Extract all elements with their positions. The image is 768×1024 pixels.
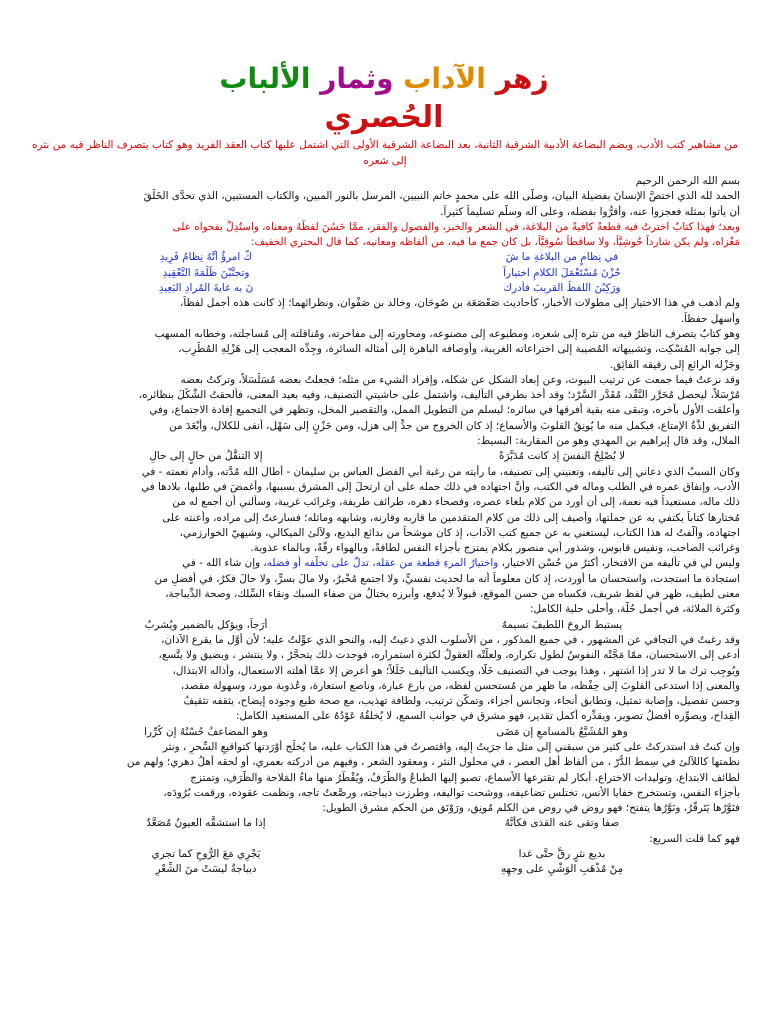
verse-row [28,847,740,862]
text-line: بسم الله الرحمن الرحيم [635,175,740,187]
verse-row [28,449,740,464]
text-line: معنى لطيف، ظهر في لفظ شريف، فكساه من حسن الموقع، قبولاً لا يُدفع، وأبرزه يختالُ من صفاء السبك ونقاء السِّلك، وصحة الدِّيباجة، [165,588,740,601]
text-line: الأدب، وإنفاق عمره في الطلب وماله في الكتب، وأنَّ اجتهاده في ذلك حمله على أن ارتحلَ إلى المشرق بسببها، وأَغمضَ في طلبها، بلادها في [141,480,740,493]
text-line: فهو كما قلت السريع: [649,832,740,845]
text-segment: ، وإن شاء الله - في [182,557,267,570]
verse-second-hemistich: كَّ امرؤٌ أنَّهُ نِظامُ فَرِيدِ [159,251,253,264]
text-line: وحسن تفصيل، وإصابة تمثيل، وتطابق أنحاء، وتجانس أجزاء، وتمكّن ترتيب، ولطافة تهذيب، مع صحة طبع وجوده إيضاح، يثقفه تثقيفُ [183,695,740,708]
text-line: التفريق لذَّةُ الإمتاع، فيكمل منه ما يُونِقُ القلوبَ والأسماع؛ إذ كان الخروج من جدٍّ إلى هزل، ومن حَزْنٍ إلى سَهْل، أنفى للكلال، وأبْعَدَ من [169,419,740,432]
text-line: وغرائب الصاحب، ونفيس قابوس، وشذور أبي منصور بكلام يمتزج بأجزاء النفس لطافةً، وبالهواء رقَّةً، وبالماء عذوبة. [250,542,740,555]
text-line: مُختارها كتاباً يكتفي به عن جملتها، وأصيف إلى ذلك من كلام المتقدمين ما قاربه وقارنه، وشابهه وماثله؛ فسارعتُ إلى مراده، وأعنته على [162,511,740,524]
author-name: الحُصري [324,100,444,135]
title-word-1: زهر [495,62,549,95]
text-line: وقد نزعتُ فيما جمعت عن ترتيب البيوت، وعن إبعاد الشكل عن شكله، وإفراد الشيء من مثله؛ فجعلتُ بعضه مُسَلْسَلاً، وتركتُ بعضه [180,373,740,386]
text-line: وأسهل حفظاً. [680,312,740,325]
title-word-4: الألباب [219,62,311,95]
verse-row [28,250,740,265]
verse-first-hemistich: لا يُصْلِحُ النفسَ إذ كانت مُدَبَّرَةً [499,450,625,463]
text-line: وكان السببُ الذي دعاني إلى تأليفه، وتعنيني إلى تصنيفه، ما رأيته من رغبة أبي الفضل العباس بن سليمان - أطال الله مُدَّته، وأدام نعمته - في [141,465,740,478]
text-line: الحمد لله الذي اختصَّ الإنسانَ بفضيلة البيان، وصلَّى الله على محمدٍ خاتم النبيين، المرسل بالنور المبين، والكتاب المستبين، الذي تحدَّى الخَلْقَ [143,190,740,203]
text-line: فنَوَّرُها يَتَرقَّرُ، ونَوَّرُها يتفتح؛ فهو روض في روض من الكلم مُونِق، ورَوْنَق من الحكم مشرق الطويل: [322,802,740,815]
verse-first-hemistich: وهو المُشَيَّعُ بالمسامعِ إن مَضَى [496,725,628,738]
text-line: والمعنى إذا استدعى القلوبَ إلى حِفْظه، ما ظهر من مُستحسن لفظه، من بارع عبارة، وناصع استعارة، وعُذوبة مورد، وسهولة مقصد، [180,679,740,692]
text-line: القِداح، ويصوِّره أفضلُ تصوير، ويقدِّره أكمل تقدير، فهو مشرق في جوانب السمع، لا يُخلقُهُ عَوْدُهُ على المستعيد الكامل: [235,710,740,723]
verse-row [28,816,740,831]
verse-second-hemistich: ديباجةٌ ليسَتْ منَ الشِّعْرِ [155,863,257,876]
verse-row [28,266,740,281]
verse-first-hemistich: مِنْ مُذْهَبِ الوَشْيِ على وجهِهِ [500,863,624,876]
verse-second-hemistich: وهو المضاعفُ حُسْنُهُ إن كُرِّرا [144,725,268,738]
book-title [0,62,768,96]
text-line: وجَزْله الرائع إلى رقيقه الفائِق. [609,358,740,371]
text-line: استجادة ما استجدت، واستحسان ما أوردت، إذ كان معلوماً أنه ما لحديث نفسيٍّ، ولا اجتمع مُخْبرٌ، ولا مالَ بسرٍّ، ولا حالَ فكرٌ، في أفضلِ من [154,572,740,585]
text-line: إلى جوابه المُسْكِت، وتشبيهاته المُصيبة إلى اختراعاته الغريبة، وأوصافه الباهرة إلى أمثاله السائرة، وجِدِّه المعجب إلى هَزْلِهِ المُطْرِب، [178,343,740,356]
text-line: اجتهاده، وألَّفتُ له هذا الكتاب، ليستغني به عن جميع كتب الآداب، إذ كان موشحاً من بدائع البديع، ولآلئ الميكالي، وشيهيّ الخوارزمي، [179,526,740,539]
verse-second-hemistich: إلا التنقُّلُ من حالٍ إلى حالِ [149,450,263,463]
verse-first-hemistich: في نِظامٍ من البلاغةِ ما شَ [505,251,619,264]
text-line: وإن كنتُ قد استدركتُ على كثير من سبقني إلى مثل ما جرَيتُ إليه، واقتصرتُ في هذا الكتاب عليه، ما يُخلِّج أوْرَدتها كتواقيعِ السِّحرِ ، ونثر [162,740,740,753]
text-line: الملال، وقد قال إبراهيم بن المهدي وهو من المقاربة: البسيط: [477,435,740,448]
text-segment: وليس لي في تأليفه من الافتخار، أكثرُ من حُسْن الاختيار، [498,557,740,570]
document-body [28,174,740,878]
verse-second-hemistich: أرَجاً، ويؤكل بالضمير ويُشربُ [144,618,268,631]
text-line: وهو كتابٌ يتصرف الناظرُ فيه من نثره إلى شعره، ومطبوعه إلى مصنوعه، ومحاورته إلى مفاخرته، ومُناقلته إلى مُساجلته، وخطابه المسهب [154,327,740,340]
text-line: أن يأتوا بمثله فعجزوا عنه، وأقرُّوا بفضله، وعلى آله وسلَّم تسليماً كثيراً. [440,205,740,218]
verse-first-hemistich: حُزْنَ مُسْتَعْمَلَ الكلامِ اختياراً [503,266,621,279]
verse-row [28,725,740,740]
text-line: لطائف الابتداع، وتوليدات الاختراع، أبكار لم تقترعها الأسماع، تصبو إليها الطباعُ والطُّرَفُ، ويُقْطَرُ منها ماءُ المَلاحة والظَّرَفِ، وتمتزج [190,771,740,784]
text-line: نظمتها كاللآلئ في سِمط الدُّرّ ، من ألفاظ أهل العصر ، في محلول النثر ، ومعقود الشعر ، وفيهم من أدركته بعمري، أو لحقه أهلُ دهري؛ ولهم من [126,756,740,769]
verse-second-hemistich: نَ به غايةَ المُرادِ البَعِيدِ [158,282,254,295]
verse-second-hemistich: وتجنَّبْنَ ظُلْمَةَ التَّعْقِيدِ [162,266,250,279]
text-line: أدعى إلى الاستحسان، ممّا مَجَّتْه النفوسُ لطول تكراره، ولعلَّتْه العقولُ لكثرة استمراره، فوجدت ذلك يتحجَّرُ ، ولا ينتشر ، ويضيق ولا يتَّسع، [158,649,740,662]
verse-first-hemistich: بديع نثرٍ رقَّ حتَّى غدا [518,848,606,861]
title-word-3: وثمار [320,62,394,95]
text-line: مَغْزاه، ولم يكن شارداً حُوشِيَّاً، ولا ساقطاً سُوقِيَّاً، بل كان جمع ما فيه، من ألفاظه ومعانيه، كما قال البحتري الخفيف: [251,236,740,249]
text-line-with-quote [28,556,740,571]
verse-row [28,618,740,633]
verse-first-hemistich: ورَكِبْنَ اللفظَ القريبَ فأدرك [503,282,621,295]
highlighted-quote: واختيارُ المرءِ قطعة من عقله، تدلُّ على تخلُّفه أو فضله [266,557,499,570]
text-line: ذلك ماله، مستعيداً فيه نعمة، إلى أن أورد من كلام بلغاء عصره، وفصحاء دهره، طرائف طريفة، وغرائب غريبة، وسألني أن أجمع له من [172,496,740,509]
verse-first-hemistich: يستبط الروحَ اللطيفَ نسيمهُ [501,618,623,631]
text-line: وبعد؛ فهذا كتابٌ اخترتُ فيه قطعةً كافيةً من البلاغة، في الشعر والخبر، والفصول والفقر، ممَّا حَسُنَ لفظُهُ ومعناه، واستُدِلَّ بفحواه على [172,220,740,233]
text-line: وقد رغبتُ في التجافي عن المشهور ، في جميع المذكور ، من الأسلوب الذي دعيتُ إليه، والنحو الذي عوِّلتُ عليه؛ لأن أوَّل ما يقرع الآذان، [161,633,740,646]
text-line: ويُوجِب ترك ما لا تدر إذا اشتهر ، وهذا يوجب في التصنيف خَلَّا، ويكسب التأليف خَلَلاً؛ هو أعرض إلا عمَّا أهلته الاستعمال، وأذاله الابتذال، [172,664,740,677]
verse-first-hemistich: صفا وتقى عنه القذى فكأنَّهُ [504,817,620,830]
intro-description: من مشاهير كتب الأدب، ويضم البضاعة الأدبية الشرقية الثانية، بعد البضاعة الشرقية الأولى التي اشتمل عليها كتاب العقد الفريد وهو كتاب يتصرف الناظر فيه من نثره إلى شعره [31,139,739,167]
text-line: مُرْسَلاً، ليحصل مُحَرَّر النَّقْد، مُقَدَّر السَّرْد؛ وقد أخذ بطرفي التأليف، واشتمل على حاشيتي التصنيف، وفيه بعيد المعنى، فألحقتُ الشَّكْلَ بنظائره، [138,389,740,402]
verse-row [28,862,740,877]
title-word-2: الآداب [403,62,486,95]
verse-row [28,281,740,296]
text-line: وكثرة الملائة، في أجمل حُلَّة، وأحلى حلية الكامل: [530,603,740,616]
text-line: وأعلقت الأول بآخره، وتبقى منه بقية أفرقها في سائره؛ ليسلم من التطويل الممل، والتقصير المخل، وتظهر في التجميع إفادة الاجتماع، وفي [149,404,740,417]
text-line: بأجزاء النفس، وتستخرج خفايا الأنس، تختلس تضاعيفه، ووشحت تواليفه، وطرزت ديباجته، ورصَّعتُ تاجه، ونظمت عقوده، ورقمت بُرُودَه، [163,786,740,799]
verse-second-hemistich: إذا ما استشقَّه العيونُ مُصَعَّدٌ [146,817,266,830]
verse-second-hemistich: يَجْرِي مَعَ الرُّوحِ كما تجري [151,848,261,861]
text-line: ولم أذهب في هذا الاختيار إلى مطولات الأخبار، كأحاديث صَعْصَعَة بن صُوحَان، وخالد بن صَفْوان، ونظرائهما؛ إذ كانت هذه أجمل لفظاً، [179,297,740,310]
